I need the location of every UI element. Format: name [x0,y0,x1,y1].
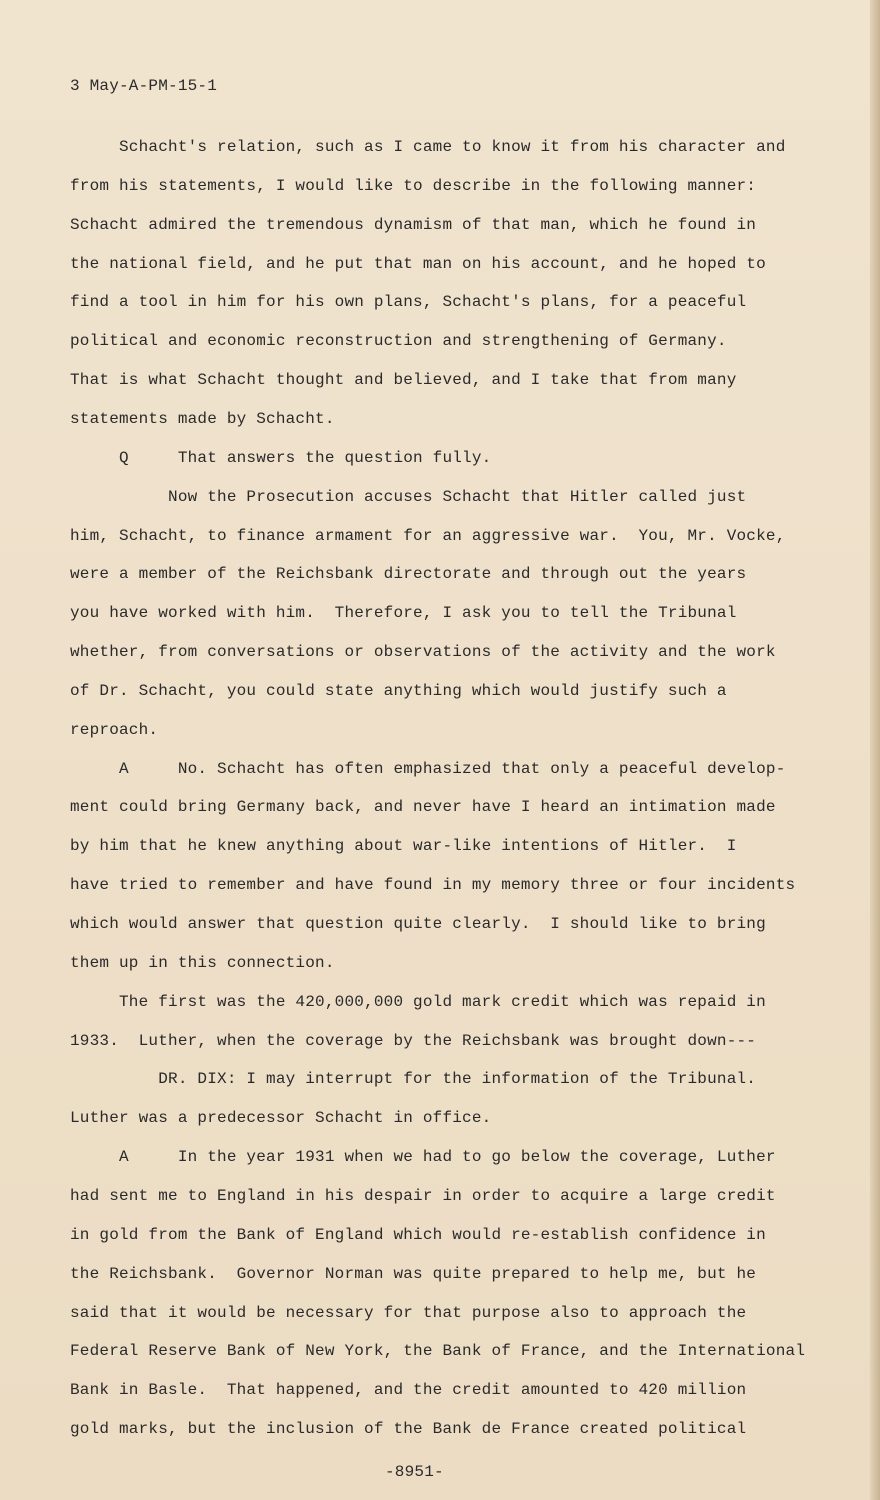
text-line: Schacht admired the tremendous dynamism of that man, which he found in [70,216,757,234]
text-line: you have worked with him. Therefore, I ask you to tell the Tribunal [70,604,737,622]
text-line: them up in this connection. [70,954,335,972]
text-line: 1933. Luther, when the coverage by the Reichsbank was brought down--- [70,1032,757,1050]
text-line: That is what Schacht thought and believed, and I take that from many [70,371,737,389]
text-line: Now the Prosecution accuses Schacht that Hitler called just [70,488,747,506]
text-line: political and economic reconstruction and strengthening of Germany. [70,332,727,350]
page-number: -8951- [385,1463,444,1481]
text-line: said that it would be necessary for that purpose also to approach the [70,1304,747,1322]
text-line: A In the year 1931 when we had to go below the coverage, Luther [70,1148,776,1166]
text-line: the Reichsbank. Governor Norman was quite prepared to help me, but he [70,1265,757,1283]
text-line: him, Schacht, to finance armament for an aggressive war. You, Mr. Vocke, [70,527,786,545]
text-line: gold marks, but the inclusion of the Bank de France created political [70,1420,747,1438]
text-line: reproach. [70,721,159,739]
text-line: the national field, and he put that man on his account, and he hoped to [70,255,766,273]
text-line: statements made by Schacht. [70,410,335,428]
text-line: DR. DIX: I may interrupt for the information of the Tribunal. [70,1070,757,1088]
text-line: by him that he knew anything about war-like intentions of Hitler. I [70,837,737,855]
text-line: The first was the 420,000,000 gold mark credit which was repaid in [70,993,766,1011]
text-line: Federal Reserve Bank of New York, the Bank of France, and the International [70,1342,806,1360]
text-line: have tried to remember and have found in my memory three or four incidents [70,876,796,894]
text-line: which would answer that question quite clearly. I should like to bring [70,915,766,933]
text-line: find a tool in him for his own plans, Schacht's plans, for a peaceful [70,293,747,311]
text-line: Bank in Basle. That happened, and the credit amounted to 420 million [70,1381,747,1399]
page-edge-shadow [870,0,880,1500]
text-line: of Dr. Schacht, you could state anything which would justify such a [70,682,727,700]
text-line: Q That answers the question fully. [70,449,492,467]
text-line: Luther was a predecessor Schacht in office. [70,1109,492,1127]
text-line: in gold from the Bank of England which would re-establish confidence in [70,1226,766,1244]
text-line: from his statements, I would like to describe in the following manner: [70,177,757,195]
page-header: 3 May-A-PM-15-1 [70,77,218,95]
text-line: had sent me to England in his despair in order to acquire a large credit [70,1187,776,1205]
text-line: Schacht's relation, such as I came to know it from his character and [70,138,786,156]
text-line: whether, from conversations or observations of the activity and the work [70,643,776,661]
text-line: ment could bring Germany back, and never have I heard an intimation made [70,798,776,816]
text-line: A No. Schacht has often emphasized that only a peaceful develop- [70,760,786,778]
text-line: were a member of the Reichsbank directorate and through out the years [70,565,747,583]
